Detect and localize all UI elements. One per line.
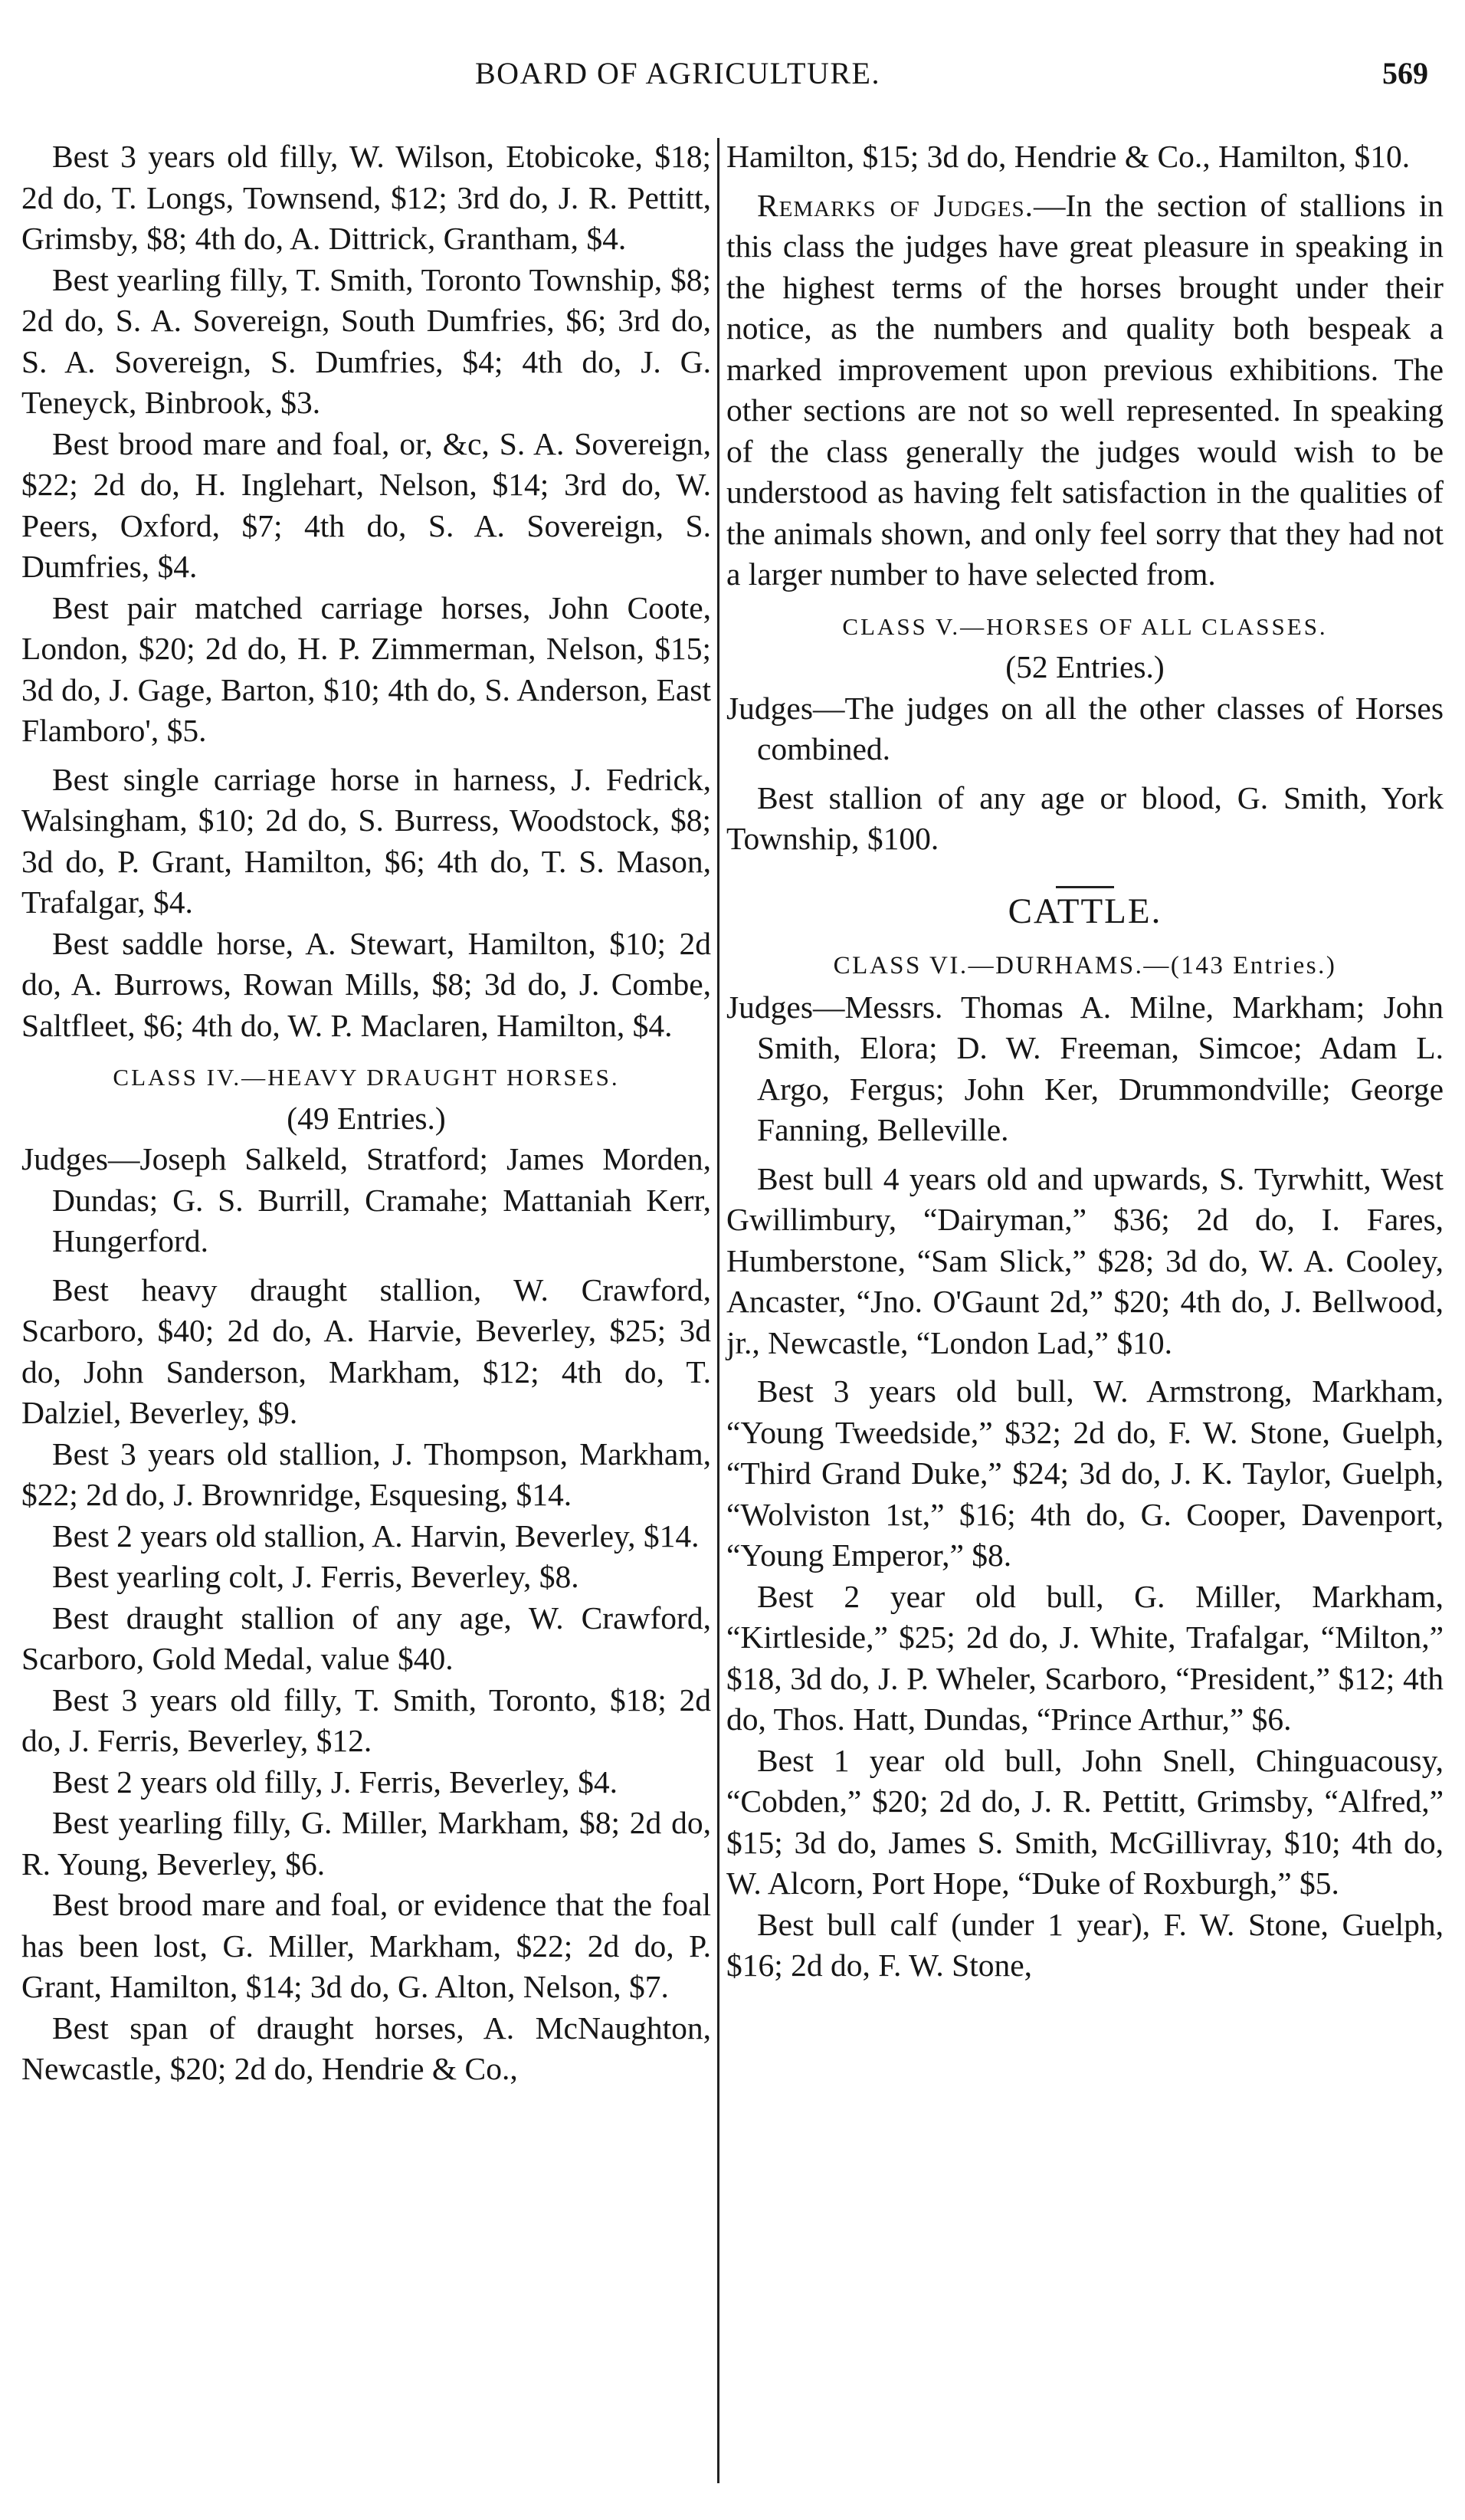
prize-entry: Best single carriage horse in harness, J. Fedrick, Walsingham, $10; 2d do, S. Burress, Woodstock, $8; 3d do, P. Grant, Hamilton, $6; 4th do, T. S. Mason, Trafalgar, $4.	[21, 761, 711, 920]
section-rule	[1056, 886, 1114, 888]
prize-entry: Best 3 years old stallion, J. Thompson, Markham, $22; 2d do, J. Brownridge, Esquesing, $14.	[21, 1436, 711, 1512]
prize-entry: Best heavy draught stallion, W. Crawford, Scarboro, $40; 2d do, A. Harvie, Beverley, $25; 3d do, John Sanderson, Markham, $12; 4th do, T. Dalziel, Beverley, $9.	[21, 1271, 711, 1430]
class-heading: CLASS V.—HORSES OF ALL CLASSES.	[842, 612, 1328, 640]
prize-entry: Best stallion of any age or blood, G. Smith, York Township, $100.	[726, 779, 1444, 856]
entries-count: (49 Entries.)	[287, 1100, 446, 1136]
prize-entry: Best bull 4 years old and upwards, S. Tyrwhitt, West Gwillimbury, “Dairyman,” $36; 2d do, I. Fares, Humberstone, “Sam Slick,” $28; 3d do, W. A. Cooley, Ancaster, “Jno. O'Gaunt 2d,” $20; 4th do, J. Bellwood, jr., Newcastle, “London Lad,” $10.	[726, 1160, 1444, 1360]
page-number: 569	[1382, 56, 1428, 90]
prize-entry: Best 2 year old bull, G. Miller, Markham, “Kirtleside,” $25; 2d do, J. White, Trafalgar, “Milton,” $18, 3d do, J. P. Wheler, Scarboro, “President,” $12; 4th do, Thos. Hatt, Dundas, “Prince Arthur,” $6.	[726, 1578, 1444, 1737]
remarks-text: —In the section of stallions in this class the judges have great pleasure in speaking in the highest terms of the horses brought under their notice, as the numbers and quality both bespeak a marked improvement upon previous exhibitions. The other sections are not so well represented. In speaking of the class generally the judges would wish to be understood as having felt satisfaction in the qualities of the animals shown, and only feel sorry that they had not a larger number to have selected from.	[726, 187, 1444, 592]
prize-entry: Best bull calf (under 1 year), F. W. Stone, Guelph, $16; 2d do, F. W. Stone,	[726, 1906, 1444, 1983]
prize-entry: Best 2 years old stallion, A. Harvin, Beverley, $14.	[52, 1518, 700, 1554]
class-heading: CLASS IV.—HEAVY DRAUGHT HORSES.	[113, 1064, 620, 1091]
remarks-label: Remarks of Judges.	[757, 187, 1034, 223]
prize-entry: Best brood mare and foal, or, &c, S. A. Sovereign, $22; 2d do, H. Inglehart, Nelson, $14; 3rd do, W. Peers, Oxford, $7; 4th do, S. A. Sovereign, S. Dumfries, $4.	[21, 425, 711, 584]
prize-entry: Best 2 years old filly, J. Ferris, Beverley, $4.	[52, 1764, 618, 1800]
prize-entry: Best pair matched carriage horses, John Coote, London, $20; 2d do, H. P. Zimmerman, Nelson, $15; 3d do, J. Gage, Barton, $10; 4th do, S. Anderson, East Flamboro', $5.	[21, 589, 711, 748]
prize-entry: Best 3 years old bull, W. Armstrong, Markham, “Young Tweedside,” $32; 2d do, F. W. Stone, Guelph, “Third Grand Duke,” $24; 3d do, J. K. Taylor, Guelph, “Wolviston 1st,” $16; 4th do, G. Cooper, Davenport, “Young Emperor,” $8.	[726, 1373, 1444, 1573]
prize-entry: Best draught stallion of any age, W. Crawford, Scarboro, Gold Medal, value $40.	[21, 1600, 711, 1676]
judges-list: Judges—The judges on all the other classes of Horses combined.	[726, 690, 1444, 766]
prize-entry-continued: Hamilton, $15; 3d do, Hendrie & Co., Hamilton, $10.	[726, 139, 1411, 174]
entries-count: (52 Entries.)	[1005, 649, 1165, 684]
judges-remarks	[726, 185, 1444, 596]
prize-entry: Best 3 years old filly, W. Wilson, Etobicoke, $18; 2d do, T. Longs, Townsend, $12; 3rd do, J. R. Pettitt, Grimsby, $8; 4th do, A. Dittrick, Grantham, $4.	[21, 139, 711, 256]
prize-entry: Best yearling colt, J. Ferris, Beverley, $8.	[52, 1559, 579, 1594]
class-heading: CLASS VI.—DURHAMS.—(143 Entries.)	[833, 952, 1337, 979]
prize-entry: Best brood mare and foal, or evidence that the foal has been lost, G. Miller, Markham, $22; 2d do, P. Grant, Hamilton, $14; 3d do, G. Alton, Nelson, $7.	[21, 1887, 711, 2004]
prize-entry: Best yearling filly, G. Miller, Markham, $8; 2d do, R. Young, Beverley, $6.	[21, 1805, 711, 1882]
judges-list: Judges—Messrs. Thomas A. Milne, Markham; John Smith, Elora; D. W. Freeman, Simcoe; Adam L. Argo, Fergus; John Ker, Drummondville; George Fanning, Belleville.	[726, 989, 1444, 1147]
prize-entry: Best yearling filly, T. Smith, Toronto Township, $8; 2d do, S. A. Sovereign, South Dumfries, $6; 3rd do, S. A. Sovereign, S. Dumfries, $4; 4th do, J. G. Teneyck, Binbrook, $3.	[21, 261, 711, 420]
running-head: BOARD OF AGRICULTURE.	[475, 56, 880, 90]
prize-entry: Best saddle horse, A. Stewart, Hamilton, $10; 2d do, A. Burrows, Rowan Mills, $8; 3d do, J. Combe, Saltfleet, $6; 4th do, W. P. Maclaren, Hamilton, $4.	[21, 925, 711, 1043]
column-divider	[717, 138, 719, 2483]
section-title: CATTLE.	[1008, 891, 1162, 931]
left-column	[21, 136, 711, 2090]
prize-entry: Best 3 years old filly, T. Smith, Toronto, $18; 2d do, J. Ferris, Beverley, $12.	[21, 1682, 711, 1758]
prize-entry: Best 1 year old bull, John Snell, Chinguacousy, “Cobden,” $20; 2d do, J. R. Pettitt, Grimsby, “Alfred,” $15; 3d do, James S. Smith, McGillivray, $10; 4th do, W. Alcorn, Port Hope, “Duke of Roxburgh,” $5.	[726, 1742, 1444, 1901]
page-header	[0, 55, 1465, 109]
judges-list: Judges—Joseph Salkeld, Stratford; James Morden, Dundas; G. S. Burrill, Cramahe; Mattaniah Kerr, Hungerford.	[21, 1141, 711, 1258]
prize-entry: Best span of draught horses, A. McNaughton, Newcastle, $20; 2d do, Hendrie & Co.,	[21, 2010, 711, 2086]
right-column	[726, 136, 1444, 1987]
